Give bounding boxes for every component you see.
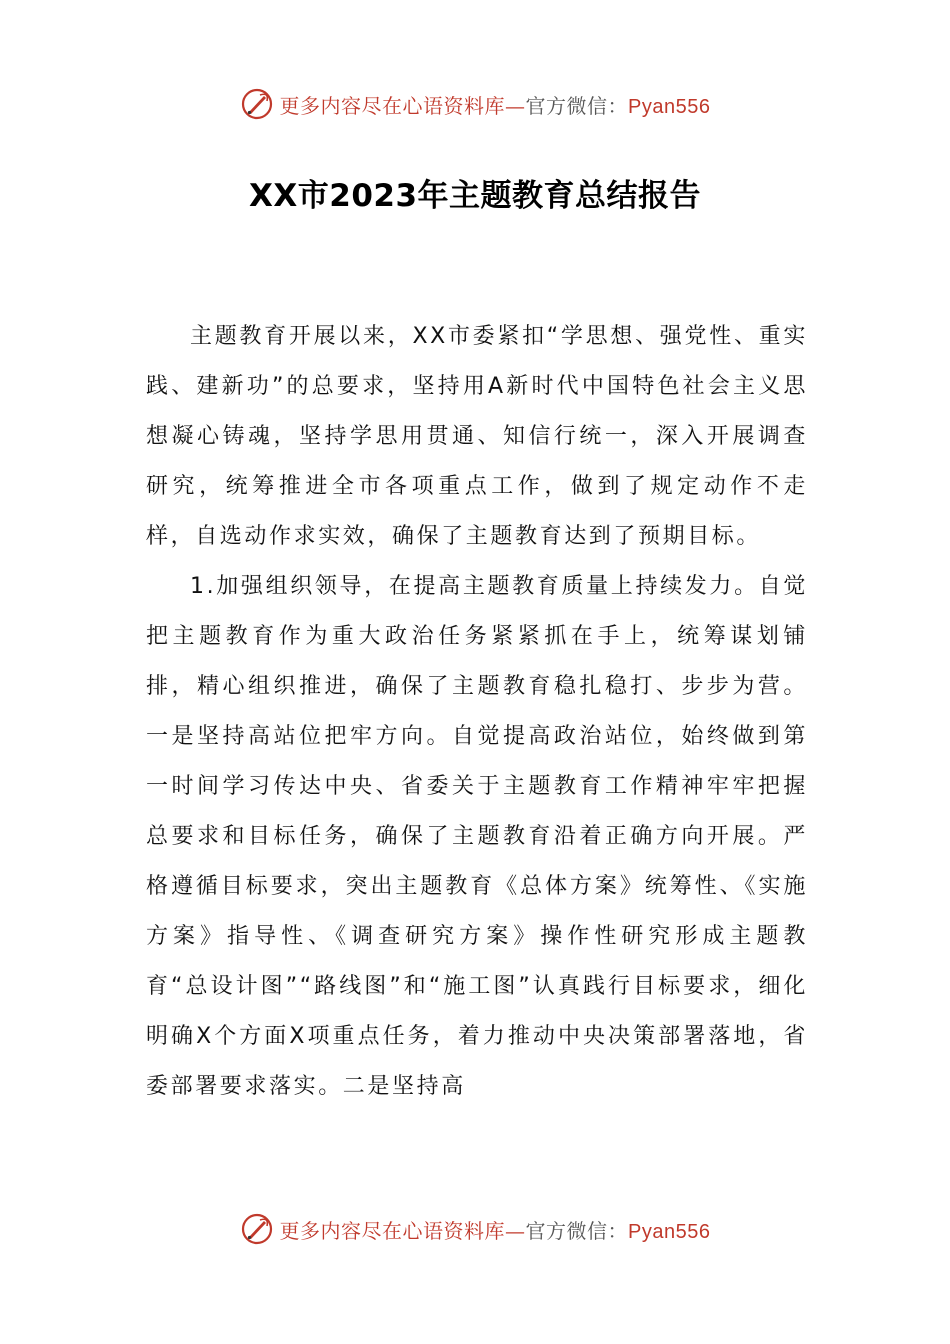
document-body [146,312,808,1112]
quill-circle-logo-icon [240,87,274,121]
footer-contact-label: 官方微信： [525,1218,629,1243]
body-paragraph-intro: 主题教育开展以来，XX市委紧扣“学思想、强党性、重实践、建新功”的总要求，坚持用A新时代中国特色社会主义思想凝心铸魂，坚持学思用贯通、知信行统一，深入开展调查研究，统筹推进全市各项重点工作，做到了规定动作不走样，自选动作求实效，确保了主题教育达到了预期目标。 [146,324,808,549]
footer-slogan [280,1215,711,1244]
footer-slogan-main: 更多内容尽在心语资料库 [279,1218,506,1243]
header-banner [0,84,950,124]
body-paragraph-section-1: 1.加强组织领导，在提高主题教育质量上持续发力。自觉把主题教育作为重大政治任务紧紧抓在手上，统筹谋划铺排，精心组织推进，确保了主题教育稳扎稳打、步步为营。一是坚持高站位把牢方向。自觉提高政治站位，始终做到第一时间学习传达中央、省委关于主题教育工作精神牢牢把握总要求和目标任务，确保了主题教育沿着正确方向开展。严格遵循目标要求，突出主题教育《总体方案》统筹性、《实施方案》指导性、《调查研究方案》操作性研究形成主题教育“总设计图”“路线图”和“施工图”认真践行目标要求，细化明确X个方面X项重点任务，着力推动中央决策部署落地，省委部署要求落实。二是坚持高 [146,574,808,1099]
footer-slogan-dash: — [505,1218,526,1243]
header-contact-label: 官方微信： [525,93,629,118]
quill-circle-logo-icon [240,1212,274,1246]
footer-contact-value: Pyan556 [628,1220,711,1243]
footer-banner [0,1209,950,1249]
header-slogan [280,90,711,119]
header-slogan-main: 更多内容尽在心语资料库 [279,93,506,118]
header-slogan-dash: — [505,93,526,118]
document-title: XX市2023年主题教育总结报告 [248,178,702,214]
header-contact-value: Pyan556 [628,95,711,118]
